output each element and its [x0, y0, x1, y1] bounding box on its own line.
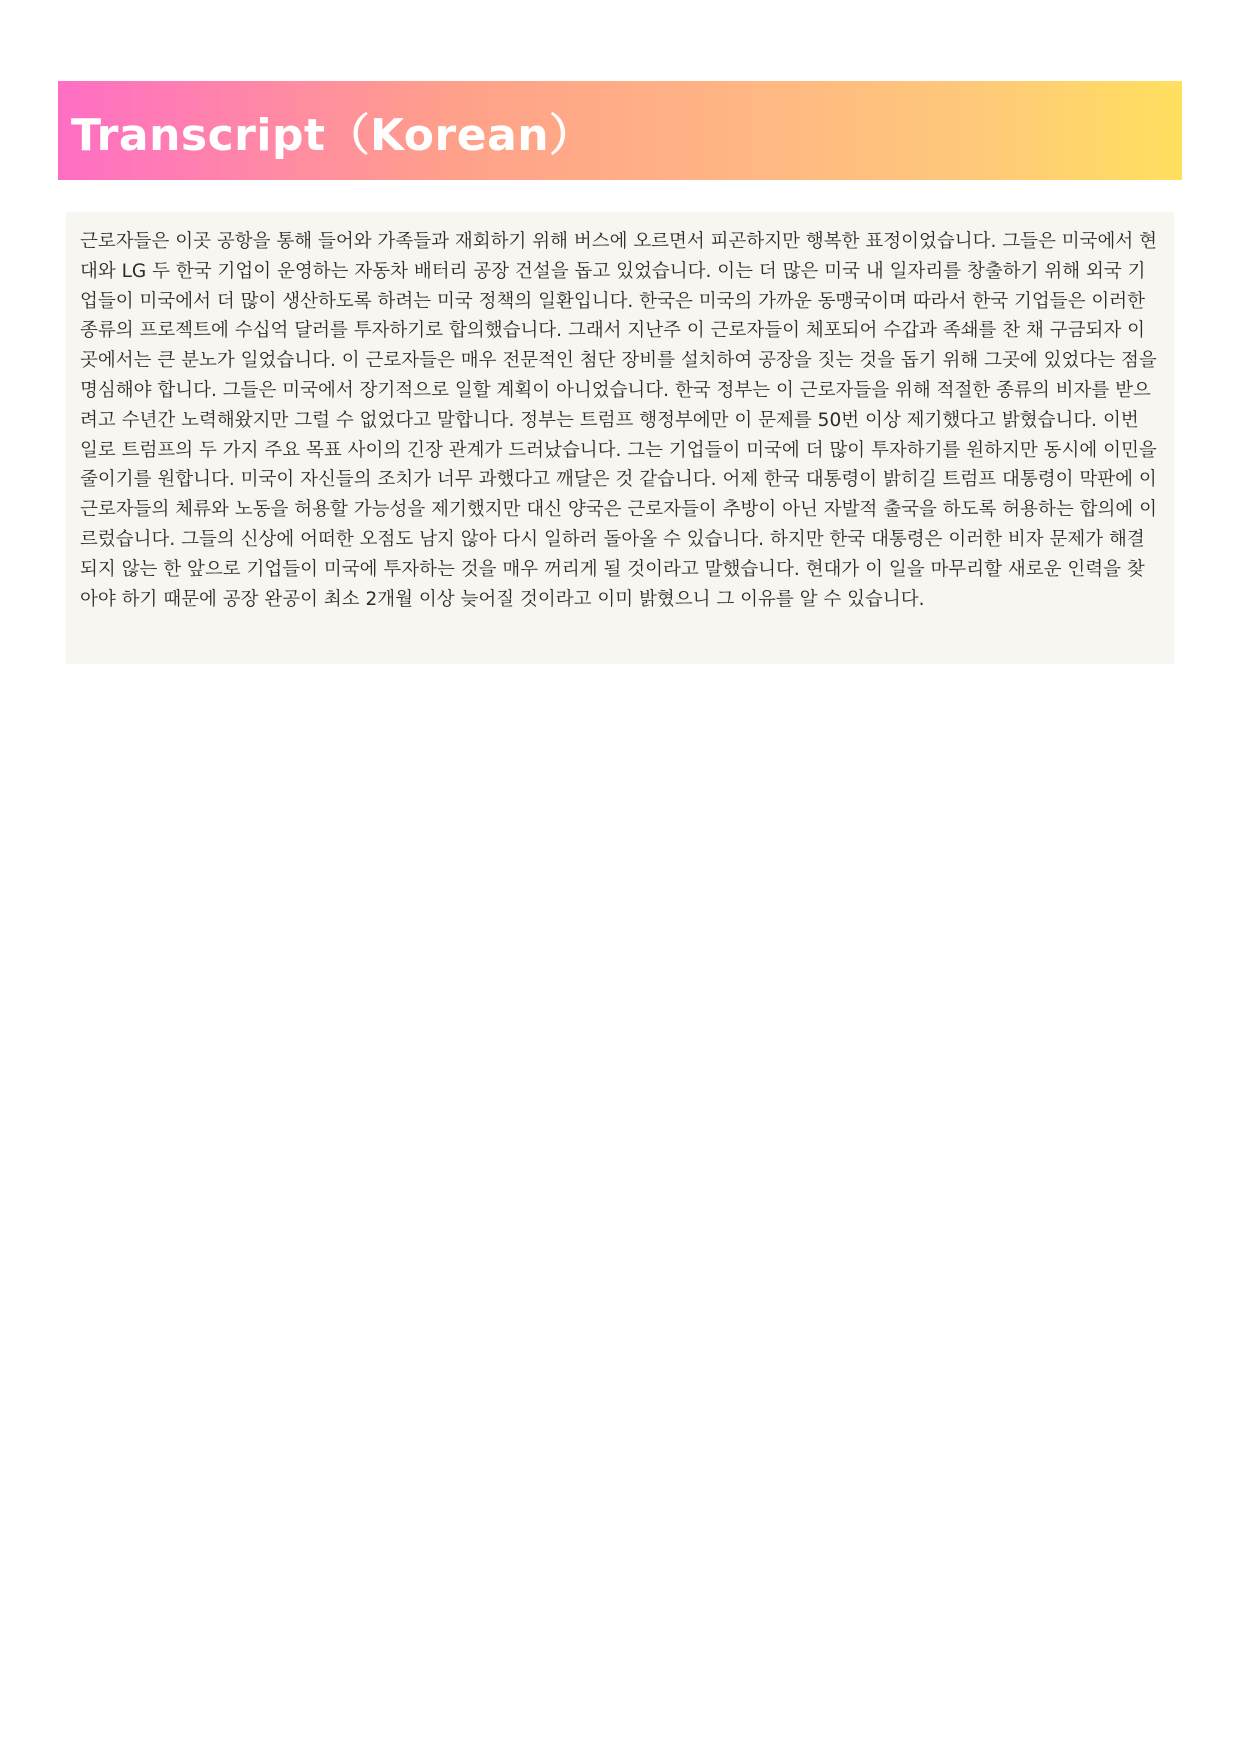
transcript-box [66, 212, 1174, 664]
header-banner [58, 81, 1182, 180]
page-title: Transcript（Korean） [71, 109, 594, 161]
transcript-text: 근로자들은 이곳 공항을 통해 들어와 가족들과 재회하기 위해 버스에 오르면서 피곤하지만 행복한 표정이었습니다. 그들은 미국에서 현대와 LG 두 한국 기업이 운영하는 자동차 배터리 공장 건설을 돕고 있었습니다. 이는 더 많은 미국 내 일자리를 창출하기 위해 외국 기업들이 미국에서 더 많이 생산하도록 하려는 미국 정책의 일환입니다. 한국은 미국의 가까운 동맹국이며 따라서 한국 기업들은 이러한 종류의 프로젝트에 수십억 달러를 투자하기로 합의했습니다. 그래서 지난주 이 근로자들이 체포되어 수갑과 족쇄를 찬 채 구금되자 이곳에서는 큰 분노가 일었습니다. 이 근로자들은 매우 전문적인 첨단 장비를 설치하여 공장을 짓는 것을 돕기 위해 그곳에 있었다는 점을 명심해야 합니다. 그들은 미국에서 장기적으로 일할 계획이 아니었습니다. 한국 정부는 이 근로자들을 위해 적절한 종류의 비자를 받으려고 수년간 노력해왔지만 그럴 수 없었다고 말합니다. 정부는 트럼프 행정부에만 이 문제를 50번 이상 제기했다고 밝혔습니다. 이번 일로 트럼프의 두 가지 주요 목표 사이의 긴장 관계가 드러났습니다. 그는 기업들이 미국에 더 많이 투자하기를 원하지만 동시에 이민을 줄이기를 원합니다. 미국이 자신들의 조치가 너무 과했다고 깨달은 것 같습니다. 어제 한국 대통령이 밝히길 트럼프 대통령이 막판에 이 근로자들의 체류와 노동을 허용할 가능성을 제기했지만 대신 양국은 근로자들이 추방이 아닌 자발적 출국을 하도록 허용하는 합의에 이르렀습니다. 그들의 신상에 어떠한 오점도 남지 않아 다시 일하러 돌아올 수 있습니다. 하지만 한국 대통령은 이러한 비자 문제가 해결되지 않는 한 앞으로 기업들이 미국에 투자하는 것을 매우 꺼리게 될 것이라고 말했습니다. 현대가 이 일을 마무리할 새로운 인력을 찾아야 하기 때문에 공장 완공이 최소 2개월 이상 늦어질 것이라고 이미 밝혔으니 그 이유를 알 수 있습니다. [80, 231, 1157, 610]
